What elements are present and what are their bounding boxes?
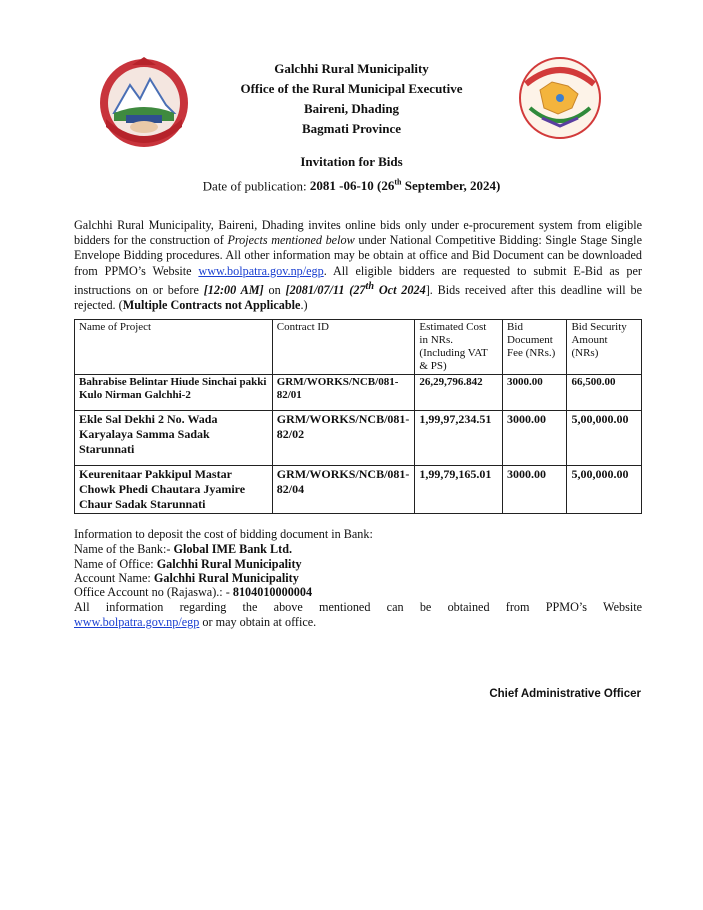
deadline-date-tail: Oct 2024 [374, 282, 426, 297]
website-line [74, 615, 642, 630]
publication-date [0, 175, 703, 193]
table-row [75, 375, 642, 411]
intro-text-6: .) [300, 298, 308, 313]
ppmo-website-link[interactable]: www.bolpatra.gov.np/egp [198, 263, 324, 278]
publication-date-label: Date of publication: [202, 178, 310, 194]
deadline-time: [12:00 AM] [203, 282, 264, 297]
estimated-cost: 1,99,97,234.51 [415, 411, 503, 466]
account-name-value: Galchhi Rural Municipality [153, 571, 299, 585]
office-name-line [74, 557, 642, 572]
account-number-label: Office Account no (Rajaswa).: - [74, 585, 233, 599]
account-number-value: 8104010000004 [232, 585, 313, 599]
bid-security: 5,00,000.00 [567, 466, 642, 514]
municipality-name: Galchhi Rural Municipality [274, 61, 429, 76]
intro-paragraph [74, 218, 642, 313]
notice-title: Invitation for Bids [300, 154, 403, 169]
estimated-cost: 1,99,79,165.01 [415, 466, 503, 514]
multiple-contracts-note: Multiple Contracts not Applicable [122, 298, 301, 313]
bid-security: 66,500.00 [567, 375, 642, 411]
office-name-value: Galchhi Rural Municipality [156, 557, 302, 571]
bid-fee: 3000.00 [503, 466, 567, 514]
project-name: Bahrabise Belintar Hiude Sinchai pakki Kulo Nirman Galchhi-2 [75, 375, 273, 411]
header-project-name: Name of Project [75, 320, 273, 375]
header-bid-fee: Bid Document Fee (NRs.) [503, 320, 567, 375]
intro-text-3: . All eligible bidders are requested to submit E-Bid as per instructions on or before [74, 263, 642, 297]
intro-text-5: ]. Bids received after this deadline will be rejected. ( [74, 282, 643, 313]
header-estimated-cost: Estimated Cost in NRs. (Including VAT & PS) [415, 320, 503, 375]
province-name: Bagmati Province [301, 121, 402, 136]
bank-name-line [74, 542, 642, 557]
deadline-date-sup: th [365, 280, 375, 292]
publication-date-tail: September, 2024) [401, 178, 501, 194]
all-info-line: All information regarding the above mentioned can be obtained from PPMO’s Website [74, 600, 642, 614]
contract-id: GRM/WORKS/NCB/081-82/01 [272, 375, 415, 411]
bank-info-intro: Information to deposit the cost of bidding document in Bank: [74, 527, 373, 541]
project-name: Keurenitaar Pakkipul Mastar Chowk Phedi Chautara Jyamire Chaur Sadak Starunnati [75, 466, 273, 514]
header-bid-security: Bid Security Amount (NRs) [567, 320, 642, 375]
intro-text-2: under National Competitive Bidding: Single Stage Single Envelope Bidding procedures. All other information may be obtain at office and Bid Document can be downloaded from PPMO’s Website [74, 233, 642, 278]
account-name-line [74, 571, 642, 586]
project-name: Ekle Sal Dekhi 2 No. Wada Karyalaya Samma Sadak Starunnati [75, 411, 273, 466]
bid-fee: 3000.00 [503, 411, 567, 466]
signatory-title: Chief Administrative Officer [489, 688, 641, 700]
table-row [75, 411, 642, 466]
intro-text-4: on [263, 282, 286, 297]
bank-name-value: Global IME Bank Ltd. [173, 542, 293, 556]
ppmo-website-link-footer[interactable]: www.bolpatra.gov.np/egp [74, 615, 200, 629]
bids-table [74, 319, 642, 514]
intro-text-1: Galchhi Rural Municipality, Baireni, Dhading invites online bids only under e-procurement system from eligible bidders for the construction of [74, 218, 642, 248]
deadline-date: [2081/07/11 (27 [285, 282, 366, 297]
office-name-label: Name of Office: [74, 557, 157, 571]
bid-security: 5,00,000.00 [567, 411, 642, 466]
account-name-label: Account Name: [74, 571, 154, 585]
office-name: Office of the Rural Municipal Executive [240, 81, 463, 96]
bid-fee: 3000.00 [503, 375, 567, 411]
contract-id: GRM/WORKS/NCB/081-82/02 [272, 411, 415, 466]
table-header-row [75, 320, 642, 375]
bank-name-label: Name of the Bank:- [74, 542, 174, 556]
publication-date-value: 2081 -06-10 (26 [309, 178, 395, 194]
account-number-line [74, 585, 642, 600]
table-row [75, 466, 642, 514]
header-contract-id: Contract ID [272, 320, 415, 375]
intro-emphasis: Projects mentioned below [227, 233, 355, 248]
website-line-tail: or may obtain at office. [199, 615, 317, 629]
contract-id: GRM/WORKS/NCB/081-82/04 [272, 466, 415, 514]
publication-date-sup: th [394, 178, 402, 187]
office-location: Baireni, Dhading [303, 101, 400, 116]
estimated-cost: 26,29,796.842 [415, 375, 503, 411]
